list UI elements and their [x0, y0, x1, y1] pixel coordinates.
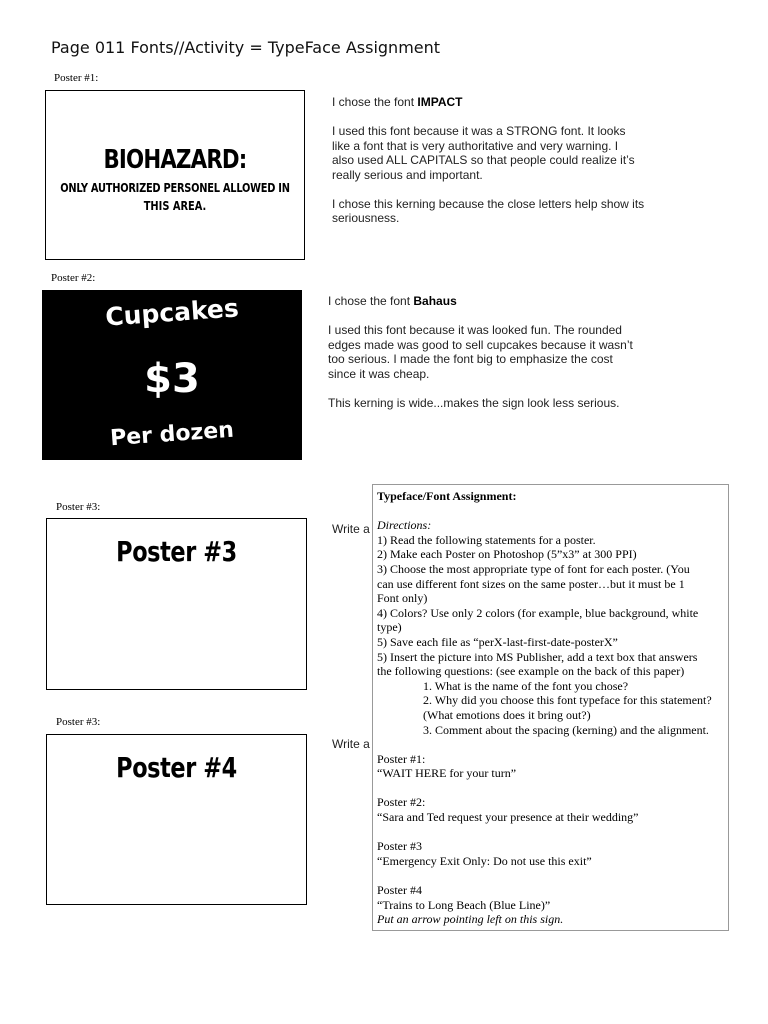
- poster-1-subline-1: ONLY AUTHORIZED PERSONEL ALLOWED IN: [60, 181, 290, 195]
- assignment-box: [372, 484, 729, 931]
- direction-step: the following questions: (see example on the back of this paper): [377, 664, 685, 679]
- poster-1-subline-2: THIS AREA.: [143, 199, 207, 213]
- poster-1-image: [45, 90, 305, 260]
- poster-1-description: [332, 95, 672, 240]
- poster-4-write-text: Write a: [332, 737, 370, 751]
- statement-text: “Sara and Ted request your presence at their wedding”: [377, 810, 639, 825]
- final-note: Put an arrow pointing left on this sign.: [377, 912, 564, 927]
- direction-step: can use different font sizes on the same poster…but it must be 1: [377, 576, 685, 591]
- poster-4-image: [46, 734, 307, 905]
- poster-2-line-3: Per dozen: [109, 417, 235, 452]
- statement-text: “Trains to Long Beach (Blue Line)”: [377, 897, 551, 912]
- statement-label: Poster #1:: [377, 751, 426, 766]
- question-item: 2. Why did you choose this font typeface for this statement?: [423, 693, 712, 708]
- statement-text: “Emergency Exit Only: Do not use this exit”: [377, 853, 592, 868]
- direction-step: 2) Make each Poster on Photoshop (5”x3” at 300 PPI): [377, 547, 637, 562]
- statement-text: “WAIT HERE for your turn”: [377, 766, 517, 781]
- direction-step: 1) Read the following statements for a poster.: [377, 532, 596, 547]
- desc-line: like a font that is very authoritative and very warning. I: [332, 138, 619, 153]
- kerning-line: seriousness.: [332, 211, 400, 225]
- direction-step: 3) Choose the most appropriate type of font for each poster. (You: [377, 561, 690, 576]
- kerning-line: This kerning is wide...makes the sign look less serious.: [328, 395, 620, 410]
- desc-line: I used this font because it was a STRONG font. It looks: [332, 124, 626, 138]
- poster-2-line-2: $3: [144, 356, 200, 402]
- direction-step: Font only): [377, 591, 428, 606]
- desc-line: also used ALL CAPITALS so that people could realize it’s: [332, 153, 635, 167]
- poster-3-image: [46, 518, 307, 690]
- poster-3-headline: Poster #3: [116, 535, 237, 568]
- kerning-line: I chose this kerning because the close letters help show its: [332, 196, 645, 211]
- font-choice-prefix: I chose the font: [328, 294, 414, 308]
- poster-4-label: Poster #3:: [56, 716, 101, 728]
- direction-step: 4) Colors? Use only 2 colors (for example, blue background, white: [377, 605, 699, 620]
- font-choice-name: IMPACT: [417, 95, 463, 109]
- font-choice-prefix: I chose the font: [332, 95, 418, 109]
- direction-step: type): [377, 620, 402, 635]
- statement-label: Poster #2:: [377, 795, 426, 810]
- statement-label: Poster #3: [377, 839, 422, 854]
- poster-1-label: Poster #1:: [54, 72, 99, 84]
- question-item: 1. What is the name of the font you chose?: [423, 678, 629, 693]
- poster-4-headline: Poster #4: [116, 751, 237, 784]
- poster-3-label: Poster #3:: [56, 501, 101, 513]
- direction-step: 5) Insert the picture into MS Publisher, add a text box that answers: [377, 649, 698, 664]
- poster-2-image: [42, 290, 302, 460]
- assignment-heading: Typeface/Font Assignment:: [377, 489, 517, 503]
- poster-2-label: Poster #2:: [51, 272, 96, 284]
- font-choice-name: Bahaus: [413, 294, 457, 308]
- directions-label: Directions:: [377, 518, 432, 533]
- desc-line: since it was cheap.: [328, 366, 430, 381]
- desc-line: edges made was good to sell cupcakes because it wasn’t: [328, 337, 633, 352]
- poster-3-write-text: Write a: [332, 522, 370, 536]
- question-item: 3. Comment about the spacing (kerning) and the alignment.: [423, 722, 709, 737]
- poster-1-headline: BIOHAZARD:: [103, 145, 247, 175]
- direction-step: 5) Save each file as “perX-last-first-date-posterX”: [377, 634, 618, 649]
- question-item: (What emotions does it bring out?): [423, 707, 591, 722]
- poster-2-description: [328, 294, 668, 425]
- poster-2-line-1: Cupcakes: [104, 293, 240, 332]
- desc-line: too serious. I made the font big to emphasize the cost: [328, 352, 613, 366]
- desc-line: I used this font because it was looked fun. The rounded: [328, 323, 622, 337]
- page-title: Page 011 Fonts//Activity = TypeFace Assignment: [51, 38, 441, 57]
- desc-line: really serious and important.: [332, 167, 483, 182]
- statement-label: Poster #4: [377, 883, 422, 898]
